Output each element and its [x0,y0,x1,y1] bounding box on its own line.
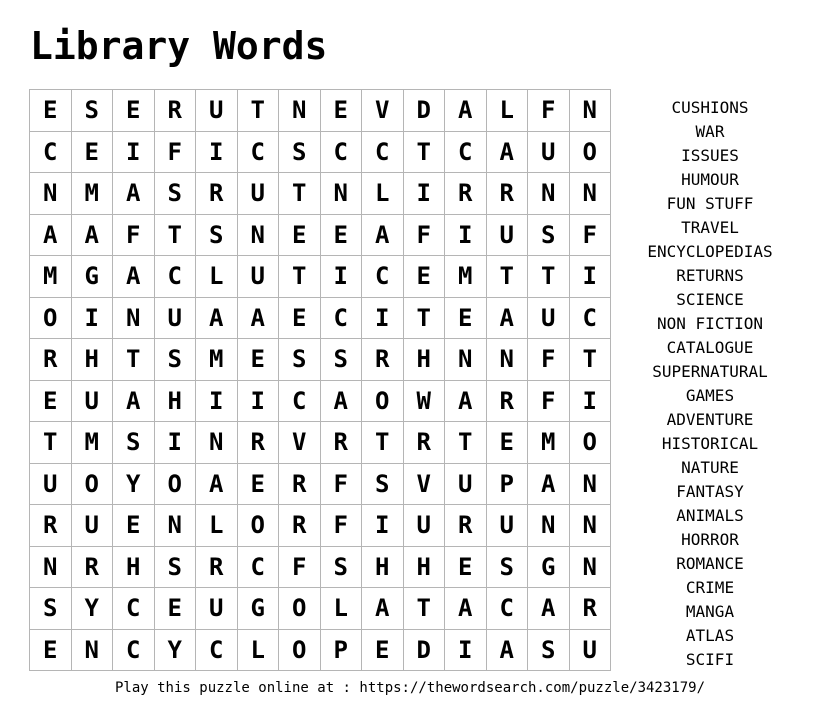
grid-cell[interactable]: S [321,547,363,589]
grid-cell[interactable]: E [321,90,363,132]
grid-cell[interactable]: Y [113,464,155,506]
grid-cell[interactable]: A [528,464,570,506]
grid-cell[interactable]: S [196,215,238,257]
grid-cell[interactable]: N [528,173,570,215]
grid-cell[interactable]: U [238,256,280,298]
grid-cell[interactable]: C [196,630,238,672]
grid-cell[interactable]: E [362,630,404,672]
grid-cell[interactable]: R [279,505,321,547]
grid-cell[interactable]: F [279,547,321,589]
grid-cell[interactable]: S [487,547,529,589]
grid-cell[interactable]: U [196,588,238,630]
word-list-item: CUSHIONS [671,98,749,117]
grid-cell[interactable]: A [113,381,155,423]
grid-cell[interactable]: R [404,422,446,464]
grid-cell[interactable]: R [196,547,238,589]
grid-cell[interactable]: N [155,505,197,547]
grid-cell[interactable]: C [155,256,197,298]
grid-cell[interactable]: T [279,256,321,298]
grid-cell[interactable]: O [155,464,197,506]
grid-cell[interactable]: C [113,588,155,630]
grid-cell[interactable]: S [30,588,72,630]
letter-grid [29,89,611,671]
grid-cell[interactable]: M [72,173,114,215]
grid-cell[interactable]: N [196,422,238,464]
grid-cell[interactable]: S [113,422,155,464]
word-list-item: FUN STUFF [666,194,754,213]
grid-cell[interactable]: P [321,630,363,672]
word-list-item: MANGA [685,602,735,621]
grid-cell[interactable]: T [155,215,197,257]
grid-cell[interactable]: I [362,298,404,340]
grid-cell[interactable]: C [238,547,280,589]
grid-cell[interactable]: I [196,381,238,423]
grid-cell[interactable]: C [321,298,363,340]
grid-cell[interactable]: I [155,422,197,464]
grid-cell[interactable]: F [528,381,570,423]
grid-cell[interactable]: C [321,132,363,174]
grid-cell[interactable]: L [487,90,529,132]
grid-cell[interactable]: T [404,298,446,340]
grid-cell[interactable]: A [113,173,155,215]
grid-cell[interactable]: O [570,422,612,464]
grid-cell[interactable]: E [445,547,487,589]
grid-cell[interactable]: Y [72,588,114,630]
puzzle-link-footer: Play this puzzle online at : https://thewordsearch.com/puzzle/3423179/ [114,680,705,696]
grid-cell[interactable]: E [238,464,280,506]
grid-cell[interactable]: N [570,173,612,215]
grid-cell[interactable]: I [445,215,487,257]
grid-cell[interactable]: T [570,339,612,381]
word-list-item: NON FICTION [657,314,763,333]
grid-cell[interactable]: R [445,505,487,547]
grid-cell[interactable]: U [528,298,570,340]
grid-cell[interactable]: U [487,215,529,257]
grid-cell[interactable]: C [279,381,321,423]
word-list-item: ATLAS [685,626,735,645]
grid-cell[interactable]: P [487,464,529,506]
grid-cell[interactable]: I [570,381,612,423]
grid-cell[interactable]: O [362,381,404,423]
word-list-item: ENCYCLOPEDIAS [647,242,773,261]
grid-cell[interactable]: R [30,505,72,547]
grid-cell[interactable]: A [362,215,404,257]
grid-cell[interactable]: V [279,422,321,464]
grid-cell[interactable]: L [196,256,238,298]
grid-cell[interactable]: A [196,464,238,506]
word-list-item: GAMES [685,386,735,405]
word-list-item: ANIMALS [676,506,744,525]
grid-cell[interactable]: O [30,298,72,340]
grid-cell[interactable]: C [487,588,529,630]
grid-cell[interactable]: S [155,547,197,589]
grid-cell[interactable]: H [362,547,404,589]
grid-cell[interactable]: U [72,505,114,547]
word-list-item: CRIME [685,578,735,597]
grid-cell[interactable]: E [238,339,280,381]
grid-cell[interactable]: A [528,588,570,630]
grid-cell[interactable]: E [445,298,487,340]
grid-cell[interactable]: E [279,298,321,340]
grid-cell[interactable]: S [155,339,197,381]
grid-cell[interactable]: S [362,464,404,506]
grid-cell[interactable]: N [238,215,280,257]
grid-cell[interactable]: U [570,630,612,672]
grid-cell[interactable]: U [445,464,487,506]
word-list-item: ADVENTURE [666,410,754,429]
grid-cell[interactable]: L [321,588,363,630]
grid-cell[interactable]: I [321,256,363,298]
grid-cell[interactable]: N [570,90,612,132]
grid-cell[interactable]: A [445,381,487,423]
grid-cell[interactable]: I [113,132,155,174]
grid-cell[interactable]: M [196,339,238,381]
grid-cell[interactable]: R [72,547,114,589]
grid-cell[interactable]: F [570,215,612,257]
grid-cell[interactable]: A [321,381,363,423]
grid-cell[interactable]: N [445,339,487,381]
grid-cell[interactable]: A [196,298,238,340]
grid-cell[interactable]: A [30,215,72,257]
grid-cell[interactable]: R [445,173,487,215]
grid-cell[interactable]: I [404,173,446,215]
word-list [630,96,790,672]
grid-cell[interactable]: F [528,90,570,132]
grid-cell[interactable]: I [362,505,404,547]
grid-cell[interactable]: U [196,90,238,132]
word-list-item: RETURNS [676,266,744,285]
grid-cell[interactable]: C [30,132,72,174]
word-list-item: HUMOUR [681,170,739,189]
grid-cell[interactable]: H [404,339,446,381]
grid-cell[interactable]: M [445,256,487,298]
word-list-item: FANTASY [676,482,744,501]
grid-cell[interactable]: C [362,256,404,298]
grid-cell[interactable]: E [113,90,155,132]
grid-cell[interactable]: H [155,381,197,423]
grid-cell[interactable]: A [487,132,529,174]
grid-cell[interactable]: R [321,422,363,464]
grid-cell[interactable]: T [445,422,487,464]
grid-cell[interactable]: F [528,339,570,381]
word-list-item: WAR [695,122,725,141]
grid-cell[interactable]: N [113,298,155,340]
grid-cell[interactable]: N [570,464,612,506]
grid-cell[interactable]: S [528,215,570,257]
grid-cell[interactable]: N [570,547,612,589]
grid-cell[interactable]: F [321,464,363,506]
grid-cell[interactable]: I [238,381,280,423]
grid-cell[interactable]: U [238,173,280,215]
grid-cell[interactable]: R [238,422,280,464]
grid-cell[interactable]: C [570,298,612,340]
grid-cell[interactable]: W [404,381,446,423]
grid-cell[interactable]: E [30,630,72,672]
grid-cell[interactable]: N [321,173,363,215]
grid-cell[interactable]: A [445,588,487,630]
grid-cell[interactable]: R [30,339,72,381]
word-list-item: CATALOGUE [666,338,754,357]
word-list-item: SCIFI [685,650,735,669]
grid-cell[interactable]: N [487,339,529,381]
word-list-item: ROMANCE [676,554,744,573]
grid-cell[interactable]: U [487,505,529,547]
grid-cell[interactable]: L [362,173,404,215]
grid-cell[interactable]: N [72,630,114,672]
grid-cell[interactable]: D [404,630,446,672]
grid-cell[interactable]: M [72,422,114,464]
grid-cell[interactable]: T [30,422,72,464]
grid-cell[interactable]: N [279,90,321,132]
grid-cell[interactable]: F [113,215,155,257]
grid-cell[interactable]: E [487,422,529,464]
grid-cell[interactable]: A [362,588,404,630]
grid-cell[interactable]: Y [155,630,197,672]
grid-cell[interactable]: G [528,547,570,589]
grid-cell[interactable]: S [279,132,321,174]
grid-cell[interactable]: I [72,298,114,340]
grid-cell[interactable]: O [238,505,280,547]
grid-cell[interactable]: N [528,505,570,547]
grid-cell[interactable]: R [279,464,321,506]
grid-cell[interactable]: S [279,339,321,381]
grid-cell[interactable]: T [113,339,155,381]
grid-cell[interactable]: C [362,132,404,174]
grid-cell[interactable]: O [279,588,321,630]
grid-cell[interactable]: S [321,339,363,381]
grid-cell[interactable]: H [113,547,155,589]
grid-cell[interactable]: O [279,630,321,672]
word-list-item: SCIENCE [676,290,744,309]
grid-cell[interactable]: N [30,173,72,215]
grid-cell[interactable]: E [30,90,72,132]
grid-cell[interactable]: L [196,505,238,547]
word-list-item: NATURE [681,458,739,477]
grid-cell[interactable]: F [404,215,446,257]
grid-cell[interactable]: C [238,132,280,174]
grid-cell[interactable]: T [528,256,570,298]
grid-cell[interactable]: R [155,90,197,132]
puzzle-title: Library Words [30,24,328,68]
grid-cell[interactable]: O [570,132,612,174]
grid-cell[interactable]: M [30,256,72,298]
grid-cell[interactable]: E [321,215,363,257]
word-list-item: ISSUES [681,146,739,165]
grid-cell[interactable]: E [113,505,155,547]
word-list-item: HISTORICAL [661,434,759,453]
grid-cell[interactable]: U [528,132,570,174]
grid-cell[interactable]: D [404,90,446,132]
grid-cell[interactable]: A [445,90,487,132]
grid-cell[interactable]: O [72,464,114,506]
grid-cell[interactable]: N [30,547,72,589]
grid-cell[interactable]: T [362,422,404,464]
grid-cell[interactable]: T [404,588,446,630]
grid-cell[interactable]: R [487,173,529,215]
grid-cell[interactable]: V [404,464,446,506]
grid-cell[interactable]: U [155,298,197,340]
grid-cell[interactable]: C [113,630,155,672]
grid-cell[interactable]: S [72,90,114,132]
grid-cell[interactable]: L [238,630,280,672]
grid-cell[interactable]: T [487,256,529,298]
word-list-item: TRAVEL [681,218,739,237]
grid-cell[interactable]: S [155,173,197,215]
grid-cell[interactable]: I [445,630,487,672]
grid-cell[interactable]: E [404,256,446,298]
grid-cell[interactable]: I [196,132,238,174]
grid-cell[interactable]: H [404,547,446,589]
grid-cell[interactable]: R [570,588,612,630]
grid-cell[interactable]: F [321,505,363,547]
grid-cell[interactable]: E [30,381,72,423]
grid-cell[interactable]: E [279,215,321,257]
grid-cell[interactable]: G [238,588,280,630]
grid-cell[interactable]: U [72,381,114,423]
grid-cell[interactable]: T [238,90,280,132]
word-list-item: HORROR [681,530,739,549]
grid-cell[interactable]: A [113,256,155,298]
grid-cell[interactable]: T [404,132,446,174]
grid-cell[interactable]: V [362,90,404,132]
grid-cell[interactable]: F [155,132,197,174]
grid-cell[interactable]: A [487,298,529,340]
grid-cell[interactable]: R [362,339,404,381]
grid-cell[interactable]: U [404,505,446,547]
grid-cell[interactable]: R [487,381,529,423]
grid-cell[interactable]: A [72,215,114,257]
grid-cell[interactable]: E [155,588,197,630]
grid-cell[interactable]: U [30,464,72,506]
grid-cell[interactable]: T [279,173,321,215]
grid-cell[interactable]: A [487,630,529,672]
grid-cell[interactable]: E [72,132,114,174]
grid-cell[interactable]: R [196,173,238,215]
word-list-item: SUPERNATURAL [652,362,768,381]
grid-cell[interactable]: G [72,256,114,298]
grid-cell[interactable]: S [528,630,570,672]
grid-cell[interactable]: H [72,339,114,381]
grid-cell[interactable]: I [570,256,612,298]
grid-cell[interactable]: M [528,422,570,464]
grid-cell[interactable]: C [445,132,487,174]
grid-cell[interactable]: A [238,298,280,340]
grid-cell[interactable]: N [570,505,612,547]
